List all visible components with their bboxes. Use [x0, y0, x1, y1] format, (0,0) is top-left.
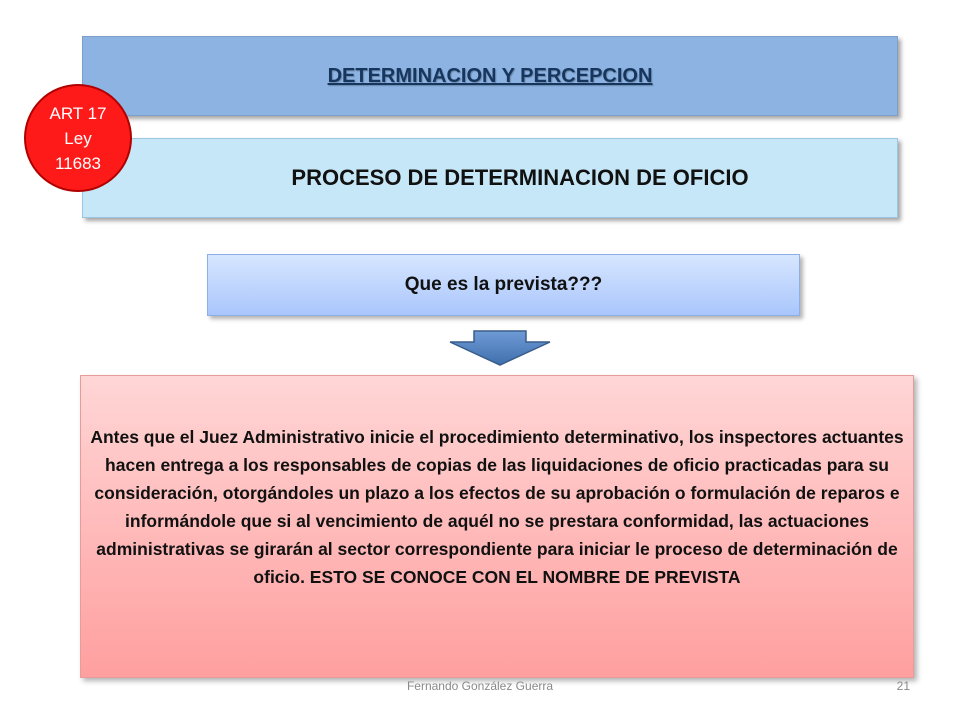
article-badge: [24, 84, 132, 192]
page-number: 21: [896, 679, 910, 693]
question-box: [207, 254, 800, 316]
badge-article: ART 17: [49, 103, 107, 123]
definition-text: Antes que el Juez Administrativo inicie el procedimiento determinativo, los inspectores actuantes hacen entrega a los responsables de copias de las liquidaciones de oficio practicadas para su consideración, otorgándoles un plazo a los efectos de su aprobación o formulación de reparos e informándole que si al vencimiento de aquél no se prestara conformidad, las actuaciones administrativas se girarán al sector correspondiente para iniciar le proceso de determinación de oficio. ESTO SE CONOCE CON EL NOMBRE DE PREVISTA: [90, 426, 904, 587]
slide-title: DETERMINACION Y PERCEPCION: [327, 64, 653, 87]
question-text: Que es la prevista???: [404, 274, 603, 295]
down-arrow-icon: [448, 330, 552, 366]
definition-box: [80, 375, 914, 678]
footer-author: Fernando González Guerra: [406, 679, 554, 693]
process-banner: [82, 138, 898, 218]
badge-law-label: Ley: [64, 128, 92, 148]
title-banner: [82, 36, 898, 116]
process-title: PROCESO DE DETERMINACION DE OFICIO: [291, 165, 749, 190]
badge-law-number: 11683: [54, 153, 101, 173]
